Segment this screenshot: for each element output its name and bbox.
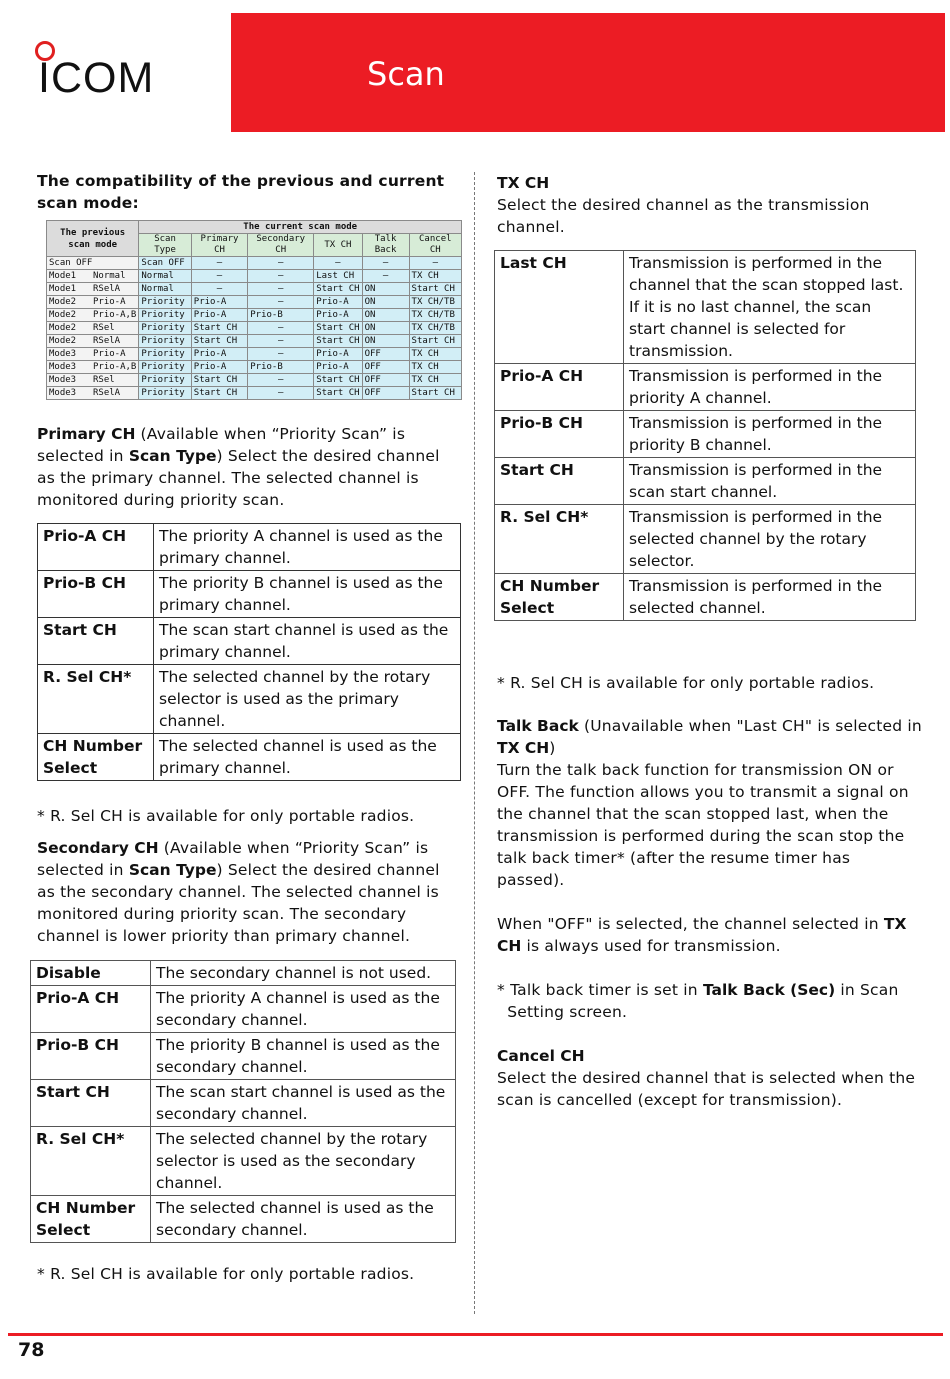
row-value-line: Transmission is performed in the bbox=[629, 414, 883, 432]
table-row bbox=[31, 1196, 456, 1243]
page-number: 78 bbox=[18, 1339, 45, 1361]
row-key-line: Prio-B CH bbox=[500, 414, 583, 432]
row-key-line: Select bbox=[43, 759, 98, 777]
talkback-off-line-1: When "OFF" is selected, the channel selected in bbox=[497, 915, 884, 933]
row-key bbox=[38, 571, 154, 618]
table-row bbox=[495, 251, 916, 364]
row-value-line: The selected channel by the rotary bbox=[159, 668, 431, 686]
row-key-line: CH Number bbox=[43, 737, 143, 755]
row-key-line: CH Number bbox=[500, 577, 600, 595]
primary-scan-type: Scan Type bbox=[128, 447, 217, 465]
compat-cell: Prio-A bbox=[314, 348, 362, 361]
compat-cell: TX CH/TB bbox=[409, 296, 461, 309]
table-row bbox=[31, 1033, 456, 1080]
compat-cell: Start CH bbox=[191, 374, 247, 387]
secondary-line-1: (Available when “Priority Scan” is bbox=[158, 839, 429, 857]
compat-previous-type: Prio-A bbox=[93, 349, 126, 359]
compat-row bbox=[47, 374, 462, 387]
column-divider bbox=[474, 172, 475, 1314]
compat-cell: – bbox=[362, 257, 409, 270]
talkback-line-8: passed). bbox=[497, 871, 565, 889]
talkback-line-1: (Unavailable when "Last CH" is selected in bbox=[578, 717, 922, 735]
row-key bbox=[31, 1080, 151, 1127]
row-key bbox=[495, 411, 624, 458]
compat-column-header: Talk Back bbox=[362, 234, 409, 257]
primary-line-2a: selected in bbox=[37, 447, 129, 465]
row-key-line: Start CH bbox=[500, 461, 574, 479]
compat-previous-mode: Mode2 bbox=[49, 310, 77, 320]
compat-row bbox=[47, 283, 462, 296]
compat-cell: OFF bbox=[362, 374, 409, 387]
compat-cell: Normal bbox=[139, 283, 191, 296]
row-key bbox=[38, 734, 154, 781]
compat-row bbox=[47, 257, 462, 270]
compat-previous-cell bbox=[47, 361, 139, 374]
row-key bbox=[31, 961, 151, 986]
row-value bbox=[624, 574, 916, 621]
compat-row bbox=[47, 270, 462, 283]
row-value bbox=[624, 411, 916, 458]
talkback-line-4: OFF. The function allows you to transmit a signal on bbox=[497, 783, 909, 801]
compat-cell: – bbox=[191, 270, 247, 283]
compat-cell: TX CH bbox=[409, 374, 461, 387]
compat-previous-cell bbox=[47, 322, 139, 335]
row-key-line: Start CH bbox=[43, 621, 117, 639]
talkback-txch: TX CH bbox=[497, 739, 550, 757]
row-key bbox=[495, 458, 624, 505]
row-value-line: transmission. bbox=[629, 342, 733, 360]
table-row bbox=[38, 734, 461, 781]
table-row bbox=[31, 1080, 456, 1127]
compat-cell: TX CH bbox=[409, 361, 461, 374]
row-value-line: The selected channel by the rotary bbox=[156, 1130, 428, 1148]
secondary-note: * R. Sel CH is available for only portable radios. bbox=[37, 1265, 415, 1283]
logo-text: ICOM bbox=[38, 54, 155, 102]
row-key bbox=[31, 1196, 151, 1243]
title-banner bbox=[231, 13, 945, 132]
row-value bbox=[151, 961, 456, 986]
compat-previous-type: RSel bbox=[93, 323, 115, 333]
row-value-line: scan start channel. bbox=[629, 483, 778, 501]
row-key bbox=[495, 574, 624, 621]
talkback-note-term: Talk Back (Sec) bbox=[702, 981, 836, 999]
compat-cell: – bbox=[314, 257, 362, 270]
row-key bbox=[38, 524, 154, 571]
previous-mode-header: The previous scan mode bbox=[47, 221, 139, 257]
compat-previous-mode: Mode3 bbox=[49, 375, 77, 385]
compat-cell: – bbox=[362, 270, 409, 283]
primary-term: Primary CH bbox=[37, 425, 136, 443]
compat-cell: Prio-A bbox=[191, 309, 247, 322]
primary-line-2c: ) Select the desired channel bbox=[216, 447, 440, 465]
row-value bbox=[624, 251, 916, 364]
row-value-line: The priority B channel is used as the bbox=[159, 574, 443, 592]
compat-previous-type: RSelA bbox=[93, 336, 121, 346]
row-key-line: CH Number bbox=[36, 1199, 136, 1217]
talkback-line-5: the channel that the scan stopped last, when the bbox=[497, 805, 889, 823]
row-key-line: Prio-B CH bbox=[36, 1036, 119, 1054]
secondary-description bbox=[37, 837, 467, 947]
compat-cell: Priority bbox=[139, 335, 191, 348]
compat-cell: – bbox=[248, 374, 314, 387]
row-value-line: secondary channel. bbox=[156, 1221, 308, 1239]
compat-cell: ON bbox=[362, 283, 409, 296]
row-value bbox=[151, 1033, 456, 1080]
row-key-line: Prio-A CH bbox=[500, 367, 584, 385]
primary-line-3: as the primary channel. The selected channel is bbox=[37, 469, 419, 487]
row-key bbox=[31, 986, 151, 1033]
compat-row bbox=[47, 335, 462, 348]
compat-cell: Start CH bbox=[314, 374, 362, 387]
row-key-line: Last CH bbox=[500, 254, 567, 272]
compat-cell: TX CH/TB bbox=[409, 322, 461, 335]
compat-cell: Prio-A bbox=[314, 296, 362, 309]
row-value bbox=[151, 1127, 456, 1196]
page-title: Scan bbox=[367, 55, 445, 93]
row-value-line: Transmission is performed in the bbox=[629, 508, 883, 526]
compat-previous-mode: Mode3 bbox=[49, 388, 77, 398]
talkback-term: Talk Back bbox=[497, 717, 579, 735]
compat-previous-mode: Mode3 bbox=[49, 349, 77, 359]
talkback-off-tx: TX bbox=[883, 915, 907, 933]
row-value-line: Transmission is performed in the bbox=[629, 254, 883, 272]
row-value-line: Transmission is performed in the bbox=[629, 577, 883, 595]
talkback-note-1c: in Scan bbox=[835, 981, 899, 999]
txch-note: * R. Sel CH is available for only portable radios. bbox=[497, 674, 875, 692]
compat-cell: Start CH bbox=[191, 335, 247, 348]
secondary-line-2c: ) Select the desired channel bbox=[216, 861, 440, 879]
table-row bbox=[31, 1127, 456, 1196]
talkback-line-7: talk back timer* (after the resume timer has bbox=[497, 849, 851, 867]
compat-row bbox=[47, 309, 462, 322]
compat-row bbox=[47, 387, 462, 400]
compat-cell: Start CH bbox=[191, 387, 247, 400]
compat-column-header: Secondary CH bbox=[248, 234, 314, 257]
talkback-note-1a: * Talk back timer is set in bbox=[497, 981, 703, 999]
compat-previous-mode: Scan OFF bbox=[49, 258, 93, 268]
row-value-line: priority A channel. bbox=[629, 389, 772, 407]
current-mode-header: The current scan mode bbox=[139, 221, 462, 234]
primary-table bbox=[37, 523, 461, 781]
row-value bbox=[624, 364, 916, 411]
secondary-term: Secondary CH bbox=[37, 839, 159, 857]
table-row bbox=[38, 665, 461, 734]
compat-previous-mode: Mode1 bbox=[49, 284, 77, 294]
talkback-line-3: Turn the talk back function for transmission ON or bbox=[497, 761, 894, 779]
compat-cell: Start CH bbox=[314, 335, 362, 348]
row-key-line: R. Sel CH* bbox=[36, 1130, 125, 1148]
row-value-line: The priority A channel is used as the bbox=[159, 527, 443, 545]
secondary-line-5: channel is lower priority than primary channel. bbox=[37, 927, 411, 945]
row-value bbox=[151, 986, 456, 1033]
compat-column-header: Scan Type bbox=[139, 234, 191, 257]
compat-table bbox=[46, 220, 462, 400]
txch-table bbox=[494, 250, 916, 621]
compat-cell: – bbox=[248, 283, 314, 296]
row-value-line: The scan start channel is used as the bbox=[159, 621, 449, 639]
compat-previous-type: Prio-A,B bbox=[93, 362, 137, 372]
row-value-line: selected channel. bbox=[629, 599, 766, 617]
compat-cell: – bbox=[248, 348, 314, 361]
compat-previous-mode: Mode3 bbox=[49, 362, 77, 372]
row-value bbox=[154, 524, 461, 571]
compat-cell: Start CH bbox=[409, 335, 461, 348]
cancel-term: Cancel CH bbox=[497, 1047, 585, 1065]
talkback-off-line-2: is always used for transmission. bbox=[521, 937, 781, 955]
compat-cell: ON bbox=[362, 335, 409, 348]
compat-cell: Priority bbox=[139, 296, 191, 309]
talkback-description bbox=[497, 715, 937, 1111]
row-key-line: Disable bbox=[36, 964, 101, 982]
compat-cell: Prio-B bbox=[248, 309, 314, 322]
compat-previous-type: RSelA bbox=[93, 284, 121, 294]
compat-previous-type: RSel bbox=[93, 375, 115, 385]
row-key-line: Start CH bbox=[36, 1083, 110, 1101]
compat-cell: Start CH bbox=[314, 283, 362, 296]
row-value bbox=[154, 734, 461, 781]
row-value-line: selector is used as the secondary bbox=[156, 1152, 416, 1170]
row-key bbox=[31, 1033, 151, 1080]
row-value-line: The priority B channel is used as the bbox=[156, 1036, 440, 1054]
txch-description bbox=[497, 172, 927, 238]
compat-row bbox=[47, 348, 462, 361]
compat-cell: Priority bbox=[139, 387, 191, 400]
compat-cell: Prio-B bbox=[248, 361, 314, 374]
row-key-line: Prio-A CH bbox=[43, 527, 127, 545]
row-value-line: channel. bbox=[159, 712, 226, 730]
talkback-line-2b: ) bbox=[549, 739, 556, 757]
compat-cell: – bbox=[191, 283, 247, 296]
row-value-line: The secondary channel is not used. bbox=[156, 964, 432, 982]
compat-cell: ON bbox=[362, 296, 409, 309]
primary-description bbox=[37, 423, 467, 511]
compat-previous-mode: Mode1 bbox=[49, 271, 77, 281]
row-value-line: primary channel. bbox=[159, 549, 291, 567]
table-row bbox=[38, 618, 461, 665]
row-value bbox=[151, 1080, 456, 1127]
compat-cell: Last CH bbox=[314, 270, 362, 283]
compat-row bbox=[47, 296, 462, 309]
row-value bbox=[624, 505, 916, 574]
compat-cell: ON bbox=[362, 322, 409, 335]
compat-cell: TX CH bbox=[409, 270, 461, 283]
table-row bbox=[495, 458, 916, 505]
compat-previous-mode: Mode2 bbox=[49, 336, 77, 346]
row-value-line: The selected channel is used as the bbox=[156, 1199, 434, 1217]
txch-line-2: channel. bbox=[497, 218, 565, 236]
row-key-line: R. Sel CH* bbox=[43, 668, 132, 686]
row-value-line: primary channel. bbox=[159, 759, 291, 777]
compat-previous-mode: Mode2 bbox=[49, 323, 77, 333]
compat-previous-cell bbox=[47, 257, 139, 270]
row-value-line: primary channel. bbox=[159, 596, 291, 614]
footer-rule bbox=[8, 1333, 943, 1336]
secondary-line-2a: selected in bbox=[37, 861, 129, 879]
table-row bbox=[38, 524, 461, 571]
row-key-line: Prio-A CH bbox=[36, 989, 120, 1007]
row-key-line: Select bbox=[500, 599, 555, 617]
row-value bbox=[154, 665, 461, 734]
compat-cell: – bbox=[248, 270, 314, 283]
row-key-line: R. Sel CH* bbox=[500, 508, 589, 526]
row-value-line: If it is no last channel, the scan bbox=[629, 298, 872, 316]
compat-cell: – bbox=[248, 322, 314, 335]
primary-line-1: (Available when “Priority Scan” is bbox=[135, 425, 406, 443]
row-value-line: selector is used as the primary bbox=[159, 690, 399, 708]
compat-cell: Start CH bbox=[409, 283, 461, 296]
secondary-line-4: monitored during priority scan. The secondary bbox=[37, 905, 407, 923]
row-value-line: channel. bbox=[156, 1174, 223, 1192]
compat-previous-cell bbox=[47, 309, 139, 322]
talkback-off-ch: CH bbox=[497, 937, 522, 955]
row-key-line: Prio-B CH bbox=[43, 574, 126, 592]
compat-cell: Priority bbox=[139, 361, 191, 374]
row-value-line: The scan start channel is used as the bbox=[156, 1083, 446, 1101]
compat-cell: Priority bbox=[139, 374, 191, 387]
row-value-line: secondary channel. bbox=[156, 1058, 308, 1076]
compat-cell: Priority bbox=[139, 348, 191, 361]
row-value-line: primary channel. bbox=[159, 643, 291, 661]
row-value-line: The selected channel is used as the bbox=[159, 737, 437, 755]
compat-cell: TX CH/TB bbox=[409, 309, 461, 322]
row-key bbox=[38, 618, 154, 665]
row-key bbox=[495, 505, 624, 574]
row-value-line: priority B channel. bbox=[629, 436, 772, 454]
compat-cell: OFF bbox=[362, 361, 409, 374]
compat-cell: Start CH bbox=[314, 322, 362, 335]
compat-cell: OFF bbox=[362, 387, 409, 400]
row-key bbox=[495, 251, 624, 364]
txch-line-1: Select the desired channel as the transmission bbox=[497, 196, 870, 214]
row-value-line: channel that the scan stopped last. bbox=[629, 276, 904, 294]
row-key bbox=[31, 1127, 151, 1196]
compat-heading: The compatibility of the previous and current scan mode: bbox=[37, 172, 445, 212]
table-row bbox=[495, 505, 916, 574]
table-row bbox=[38, 571, 461, 618]
compat-cell: – bbox=[191, 257, 247, 270]
compat-row bbox=[47, 322, 462, 335]
row-value-line: Transmission is performed in the bbox=[629, 461, 883, 479]
row-value-line: secondary channel. bbox=[156, 1105, 308, 1123]
table-row bbox=[31, 961, 456, 986]
primary-note: * R. Sel CH is available for only portable radios. bbox=[37, 807, 415, 825]
row-key-line: Select bbox=[36, 1221, 91, 1239]
compat-previous-cell bbox=[47, 387, 139, 400]
compat-cell: Start CH bbox=[314, 387, 362, 400]
compat-cell: – bbox=[248, 387, 314, 400]
compat-cell: Normal bbox=[139, 270, 191, 283]
compat-previous-type: Prio-A bbox=[93, 297, 126, 307]
compat-cell: ON bbox=[362, 309, 409, 322]
compat-row bbox=[47, 361, 462, 374]
compat-cell: Start CH bbox=[191, 322, 247, 335]
compat-previous-cell bbox=[47, 374, 139, 387]
row-value-line: secondary channel. bbox=[156, 1011, 308, 1029]
compat-previous-cell bbox=[47, 335, 139, 348]
compat-cell: Priority bbox=[139, 322, 191, 335]
row-value bbox=[154, 571, 461, 618]
table-row bbox=[495, 364, 916, 411]
row-value bbox=[151, 1196, 456, 1243]
table-row bbox=[31, 986, 456, 1033]
row-value bbox=[624, 458, 916, 505]
primary-line-4: monitored during priority scan. bbox=[37, 491, 285, 509]
icom-logo bbox=[30, 40, 170, 110]
secondary-table bbox=[30, 960, 456, 1243]
compat-previous-cell bbox=[47, 270, 139, 283]
cancel-line-1: Select the desired channel that is selected when the bbox=[497, 1069, 916, 1087]
row-key bbox=[495, 364, 624, 411]
row-value bbox=[154, 618, 461, 665]
talkback-line-6: transmission is performed during the scan stop the bbox=[497, 827, 905, 845]
compat-previous-cell bbox=[47, 348, 139, 361]
compat-cell: Start CH bbox=[409, 387, 461, 400]
compat-cell: TX CH bbox=[409, 348, 461, 361]
compat-cell: – bbox=[409, 257, 461, 270]
compat-previous-type: RSelA bbox=[93, 388, 121, 398]
talkback-note-2: Setting screen. bbox=[497, 1003, 628, 1021]
row-value-line: Transmission is performed in the bbox=[629, 367, 883, 385]
compat-cell: Prio-A bbox=[191, 348, 247, 361]
row-value-line: The priority A channel is used as the bbox=[156, 989, 440, 1007]
compat-previous-mode: Mode2 bbox=[49, 297, 77, 307]
secondary-line-3: as the secondary channel. The selected channel is bbox=[37, 883, 439, 901]
table-row bbox=[495, 411, 916, 458]
row-key bbox=[38, 665, 154, 734]
compat-cell: Priority bbox=[139, 309, 191, 322]
row-value-line: selector. bbox=[629, 552, 695, 570]
row-value-line: selected channel by the rotary bbox=[629, 530, 867, 548]
compat-cell: Prio-A bbox=[314, 309, 362, 322]
secondary-scan-type: Scan Type bbox=[128, 861, 217, 879]
txch-term: TX CH bbox=[497, 174, 550, 192]
compat-column-header: TX CH bbox=[314, 234, 362, 257]
row-value-line: start channel is selected for bbox=[629, 320, 846, 338]
compat-previous-type: Prio-A,B bbox=[93, 310, 137, 320]
compat-cell: OFF bbox=[362, 348, 409, 361]
compat-cell: – bbox=[248, 335, 314, 348]
cancel-line-2: scan is cancelled (except for transmission). bbox=[497, 1091, 843, 1109]
compat-cell: – bbox=[248, 257, 314, 270]
compat-cell: Prio-A bbox=[191, 361, 247, 374]
table-row bbox=[495, 574, 916, 621]
compat-cell: – bbox=[248, 296, 314, 309]
compat-cell: Scan OFF bbox=[139, 257, 191, 270]
compat-cell: Prio-A bbox=[191, 296, 247, 309]
compat-column-header: Cancel CH bbox=[409, 234, 461, 257]
compat-previous-type: Normal bbox=[93, 271, 126, 281]
compat-cell: Prio-A bbox=[314, 361, 362, 374]
compat-column-header: Primary CH bbox=[191, 234, 247, 257]
compat-previous-cell bbox=[47, 283, 139, 296]
compat-previous-cell bbox=[47, 296, 139, 309]
